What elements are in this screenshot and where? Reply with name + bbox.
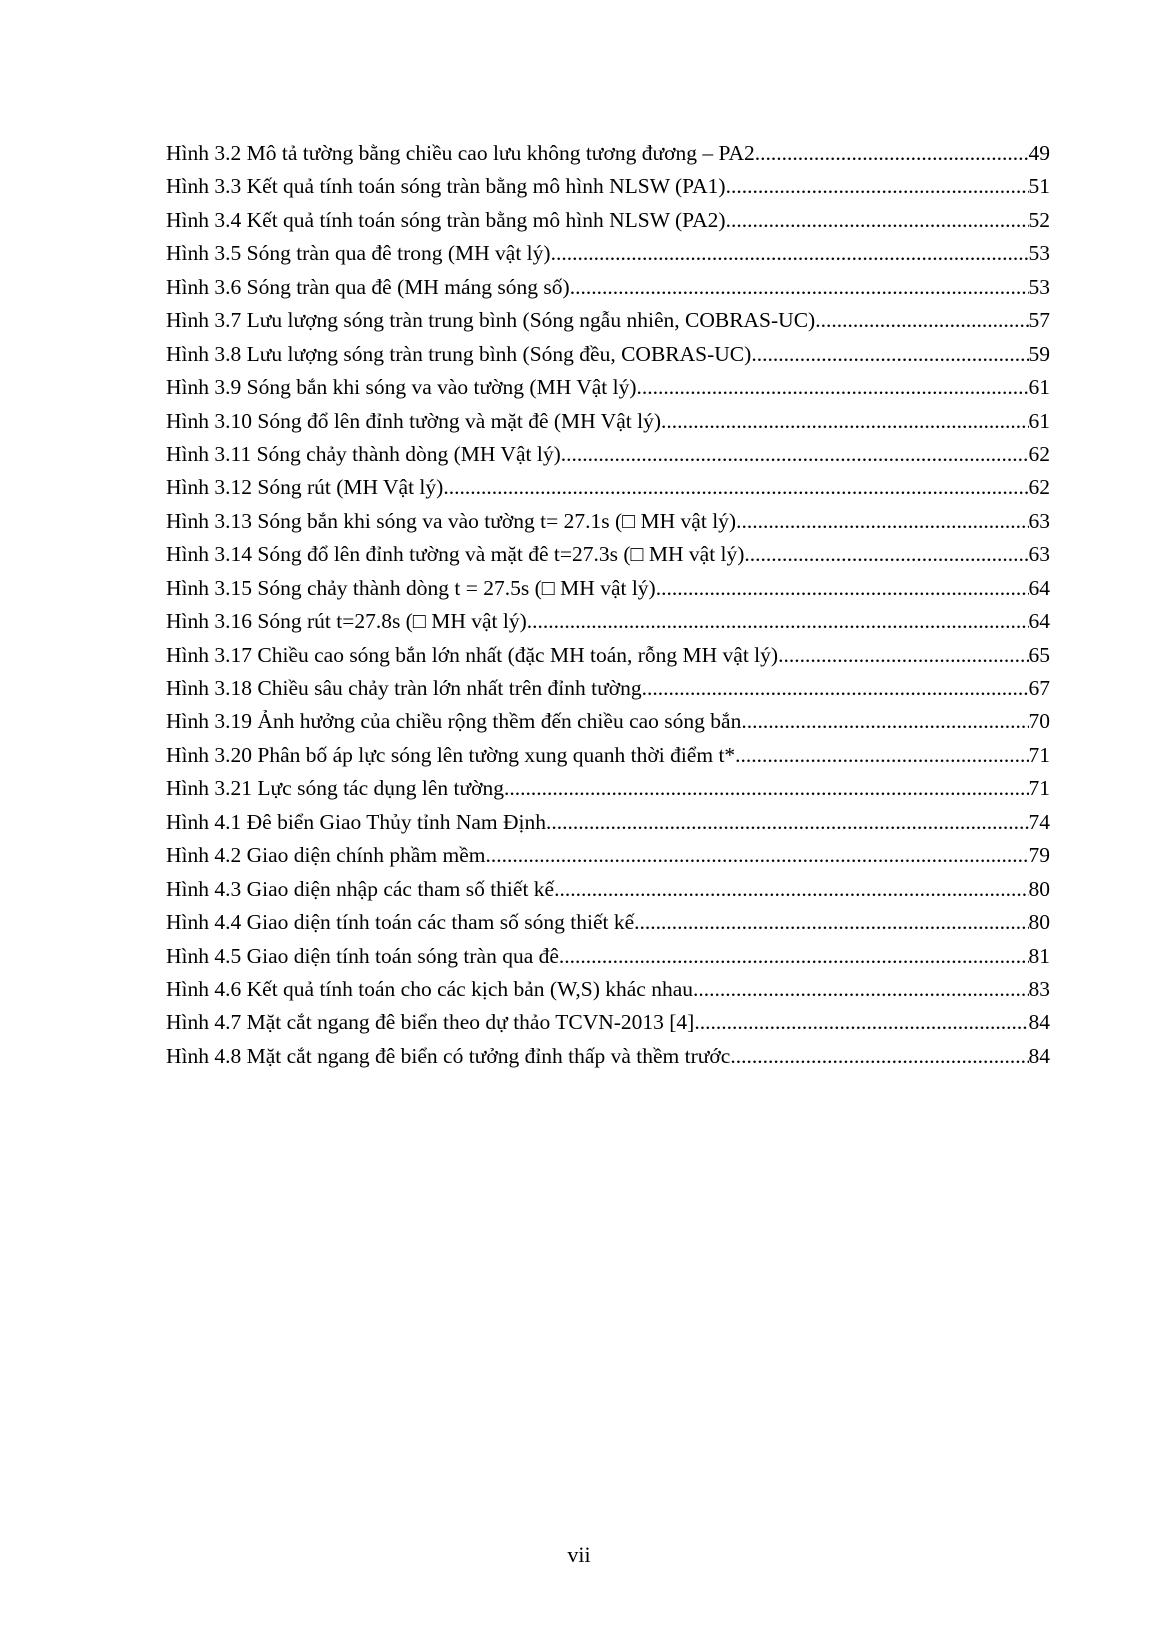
page-ref: 49 xyxy=(1028,141,1050,165)
figure-list-item xyxy=(166,271,1050,304)
figure-caption: Hình 4.1 Đê biển Giao Thủy tỉnh Nam Định xyxy=(166,809,546,834)
page-ref: 74 xyxy=(1028,809,1050,834)
figure-caption: Hình 3.13 Sóng bắn khi sóng va vào tường t= 27.1s (□ MH vật lý) xyxy=(166,508,737,533)
dot-leader xyxy=(443,471,1028,504)
dot-leader xyxy=(559,940,1029,973)
figure-list-item xyxy=(166,237,1050,270)
figure-list-item xyxy=(166,839,1050,872)
dot-leader xyxy=(693,973,1028,1006)
dot-leader xyxy=(504,772,1028,805)
dot-leader xyxy=(815,304,1028,337)
figure-caption: Hình 3.17 Chiều cao sóng bắn lớn nhất (đặc MH toán, rỗng MH vật lý) xyxy=(166,642,779,667)
dot-leader xyxy=(634,906,1028,939)
figure-list-item xyxy=(166,1006,1050,1039)
page-ref: 62 xyxy=(1028,441,1050,466)
figure-list-item xyxy=(166,204,1050,237)
page-ref: 79 xyxy=(1028,843,1050,868)
figure-caption: Hình 3.3 Kết quả tính toán sóng tràn bằng mô hình NLSW (PA1) xyxy=(166,174,726,199)
page-ref: 63 xyxy=(1028,542,1050,567)
figure-list-item xyxy=(166,438,1050,471)
figure-caption: Hình 4.3 Giao diện nhập các tham số thiết kế xyxy=(166,876,555,901)
page-ref: 51 xyxy=(1028,174,1050,199)
figure-list-item xyxy=(166,672,1050,705)
dot-leader xyxy=(751,338,1028,371)
figure-caption: Hình 3.11 Sóng chảy thành dòng (MH Vật lý) xyxy=(166,441,561,466)
page-ref: 84 xyxy=(1028,1010,1050,1035)
figure-caption: Hình 3.8 Lưu lượng sóng tràn trung bình (Sóng đều, COBRAS-UC) xyxy=(166,341,752,366)
page-ref: 84 xyxy=(1028,1043,1050,1068)
page-ref: 61 xyxy=(1028,375,1050,400)
figure-list-item xyxy=(166,538,1050,571)
figure-caption: Hình 3.7 Lưu lượng sóng tràn trung bình (Sóng ngẫu nhiên, COBRAS-UC) xyxy=(166,308,816,333)
figure-list-item xyxy=(166,371,1050,404)
page-ref: 64 xyxy=(1028,609,1050,634)
page-ref: 70 xyxy=(1028,709,1050,734)
figure-caption: Hình 4.6 Kết quả tính toán cho các kịch bản (W,S) khác nhau xyxy=(166,976,694,1001)
page-ref: 81 xyxy=(1028,943,1050,968)
dot-leader xyxy=(755,137,1029,170)
figure-caption: Hình 3.18 Chiều sâu chảy tràn lớn nhất trên đỉnh tường xyxy=(166,676,642,700)
dot-leader xyxy=(485,839,1028,872)
page-ref: 65 xyxy=(1028,642,1050,667)
figure-list-item xyxy=(166,639,1050,672)
dot-leader xyxy=(778,639,1028,672)
figure-caption: Hình 3.10 Sóng đổ lên đỉnh tường và mặt đê (MH Vật lý) xyxy=(166,408,661,433)
dot-leader xyxy=(730,1040,1028,1073)
page-ref: 62 xyxy=(1028,475,1050,500)
page-ref: 52 xyxy=(1028,207,1050,232)
page-ref: 53 xyxy=(1028,241,1050,266)
figure-list-item xyxy=(166,304,1050,337)
figure-caption: Hình 3.20 Phân bố áp lực sóng lên tường xung quanh thời điểm t* xyxy=(166,742,736,767)
figure-caption: Hình 3.15 Sóng chảy thành dòng t = 27.5s (□ MH vật lý). xyxy=(166,575,662,600)
figure-list-item xyxy=(166,973,1050,1006)
page-ref: 80 xyxy=(1028,876,1050,901)
dot-leader xyxy=(726,170,1029,203)
dot-leader xyxy=(744,538,1028,571)
figure-caption: Hình 3.5 Sóng tràn qua đê trong (MH vật lý) xyxy=(166,241,551,266)
figure-caption: Hình 3.19 Ảnh hưởng của chiều rộng thềm đến chiều cao sóng bắn xyxy=(166,709,742,734)
page-ref: 57 xyxy=(1028,308,1050,333)
figure-caption: Hình 4.8 Mặt cắt ngang đê biển có tưởng đỉnh thấp và thềm trước xyxy=(166,1043,731,1068)
figure-list-item xyxy=(166,873,1050,906)
figure-list-item xyxy=(166,338,1050,371)
figure-list xyxy=(166,137,1050,1073)
figure-caption: Hình 4.2 Giao diện chính phầm mềm xyxy=(166,843,486,868)
dot-leader xyxy=(570,271,1029,304)
figure-caption: Hình 3.16 Sóng rút t=27.8s (□ MH vật lý) xyxy=(166,609,527,634)
figure-caption: Hình 4.5 Giao diện tính toán sóng tràn qua đê xyxy=(166,943,559,968)
figure-list-item xyxy=(166,772,1050,805)
dot-leader xyxy=(561,438,1029,471)
figure-caption: Hình 4.4 Giao diện tính toán các tham số sóng thiết kế xyxy=(166,910,635,935)
figure-list-item xyxy=(166,705,1050,738)
dot-leader xyxy=(735,739,1028,772)
figure-list-item xyxy=(166,405,1050,438)
figure-list-item xyxy=(166,940,1050,973)
figure-list-item xyxy=(166,605,1050,638)
page-ref: 53 xyxy=(1028,274,1050,299)
page-ref: 83 xyxy=(1028,976,1050,1001)
dot-leader xyxy=(726,204,1029,237)
dot-leader xyxy=(551,237,1029,270)
page-ref: 61 xyxy=(1028,408,1050,433)
page-ref: 71 xyxy=(1028,742,1050,767)
figure-list-item xyxy=(166,137,1050,170)
figure-caption: Hình 3.21 Lực sóng tác dụng lên tường xyxy=(166,776,505,801)
dot-leader xyxy=(637,371,1029,404)
page-ref: 71 xyxy=(1028,776,1050,801)
dot-leader xyxy=(546,806,1029,839)
figure-list-item xyxy=(166,471,1050,504)
page-ref: 67 xyxy=(1028,676,1050,700)
figure-list-item xyxy=(166,572,1050,605)
figure-caption: Hình 3.14 Sóng đổ lên đỉnh tường và mặt đê t=27.3s (□ MH vật lý) xyxy=(166,542,745,567)
dot-leader xyxy=(741,705,1028,738)
figure-caption: Hình 4.7 Mặt cắt ngang đê biển theo dự thảo TCVN-2013 [4] xyxy=(166,1010,695,1035)
page-number: vii xyxy=(567,1542,591,1567)
figure-list-item xyxy=(166,906,1050,939)
dot-leader xyxy=(694,1006,1028,1039)
figure-list-item xyxy=(166,170,1050,203)
figure-caption: Hình 3.6 Sóng tràn qua đê (MH máng sóng số) xyxy=(166,274,570,299)
dot-leader xyxy=(661,405,1029,438)
page-ref: 80 xyxy=(1028,910,1050,935)
dot-leader xyxy=(661,572,1028,605)
page-ref: 64 xyxy=(1028,575,1050,600)
figure-list-item xyxy=(166,806,1050,839)
figure-list-item xyxy=(166,505,1050,538)
figure-caption: Hình 3.4 Kết quả tính toán sóng tràn bằng mô hình NLSW (PA2) xyxy=(166,207,726,232)
dot-leader xyxy=(736,505,1028,538)
page-ref: 63 xyxy=(1028,508,1050,533)
page-ref: 59 xyxy=(1028,341,1050,366)
figure-list-item xyxy=(166,1040,1050,1073)
dot-leader xyxy=(642,672,1029,705)
dot-leader xyxy=(527,605,1029,638)
figure-caption: Hình 3.9 Sóng bắn khi sóng va vào tường (MH Vật lý) xyxy=(166,375,637,400)
dot-leader xyxy=(554,873,1028,906)
figure-caption: Hình 3.2 Mô tả tường bằng chiều cao lưu không tương đương – PA2 xyxy=(166,141,755,165)
figure-list-item xyxy=(166,739,1050,772)
figure-caption: Hình 3.12 Sóng rút (MH Vật lý) xyxy=(166,475,444,500)
